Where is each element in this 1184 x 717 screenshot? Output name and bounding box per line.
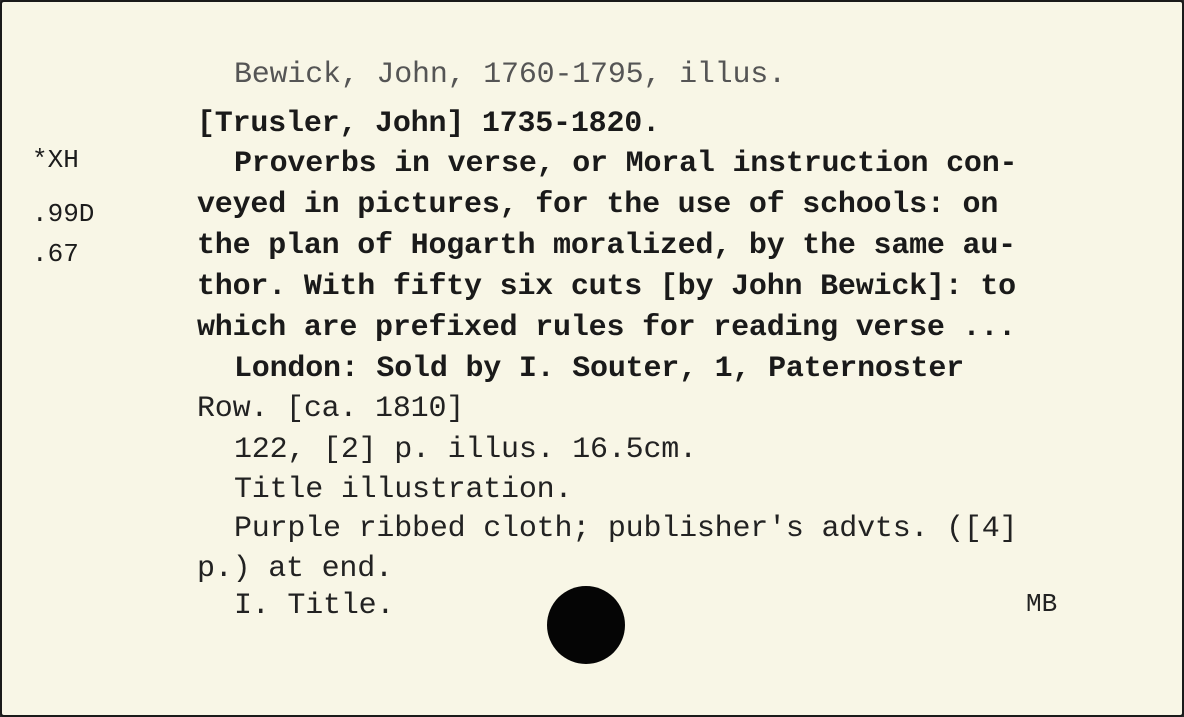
imprint-line-2: Row. [ca. 1810] — [197, 392, 465, 426]
note-title-illustration: Title illustration. — [234, 473, 573, 507]
title-line-5: which are prefixed rules for reading verse ... — [197, 311, 1016, 345]
main-entry: [Trusler, John] 1735-1820. — [197, 107, 660, 141]
added-entry: Bewick, John, 1760-1795, illus. — [234, 58, 786, 92]
call-number-line-1: *XH — [32, 145, 79, 175]
note-binding-line-1: Purple ribbed cloth; publisher's advts. ([4] — [234, 512, 1018, 546]
call-number-line-3: .67 — [32, 239, 79, 269]
note-binding-line-2: p.) at end. — [197, 552, 393, 586]
tracing: I. Title. — [234, 589, 395, 623]
imprint-line-1: London: Sold by I. Souter, 1, Paternoster — [234, 352, 964, 386]
location-code: MB — [1026, 589, 1058, 619]
punch-hole — [547, 586, 625, 664]
title-line-3: the plan of Hogarth moralized, by the same au- — [197, 229, 1016, 263]
title-line-1: Proverbs in verse, or Moral instruction con- — [234, 147, 1018, 181]
title-line-2: veyed in pictures, for the use of schools: on — [197, 188, 999, 222]
title-line-4: thor. With fifty six cuts [by John Bewick]: to — [197, 270, 1016, 304]
collation: 122, [2] p. illus. 16.5cm. — [234, 433, 697, 467]
call-number-line-2: .99D — [32, 199, 95, 229]
